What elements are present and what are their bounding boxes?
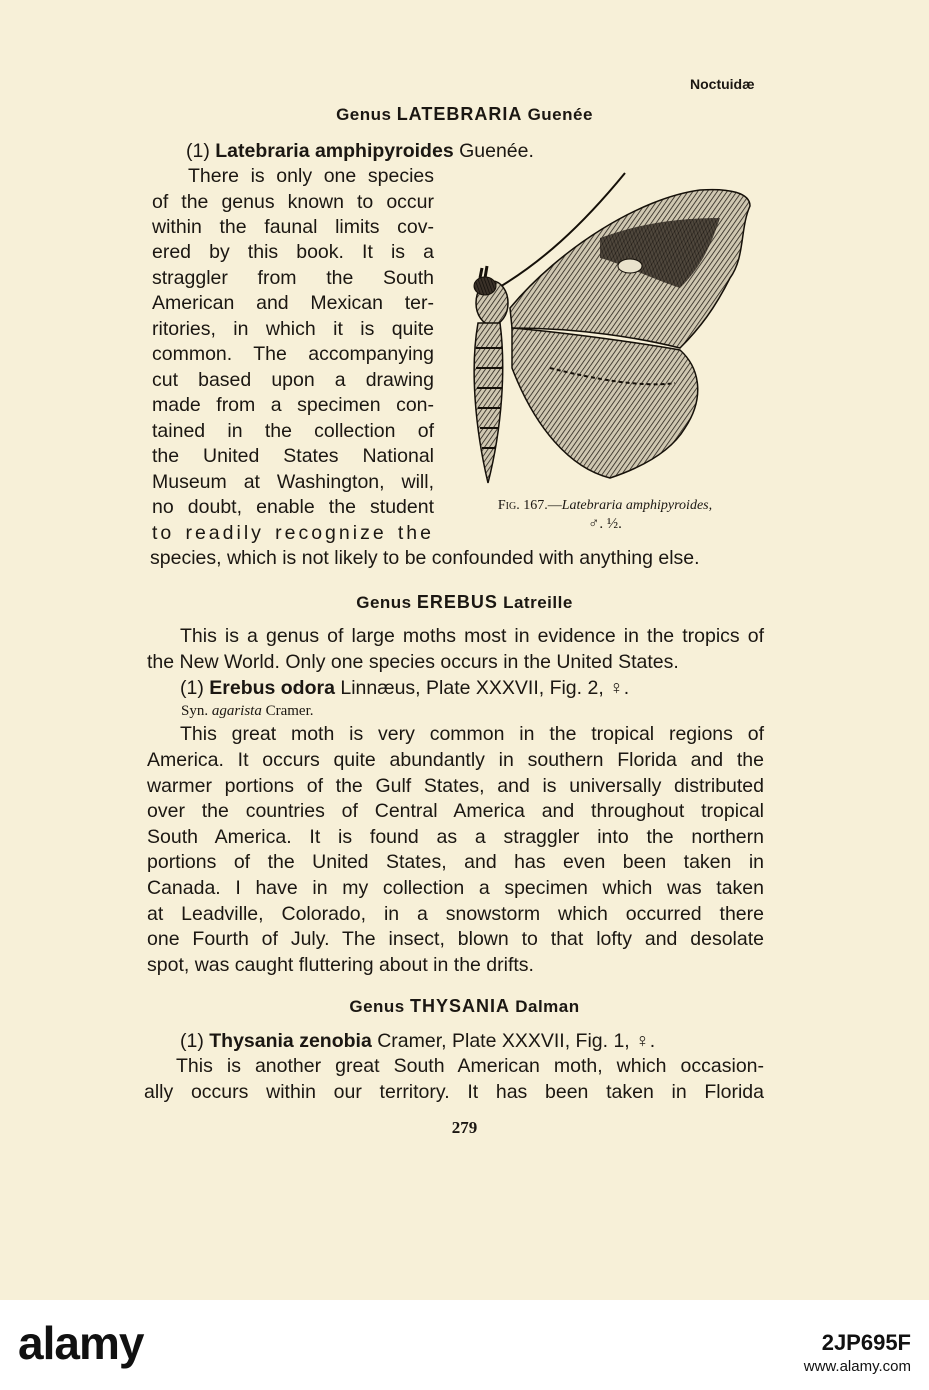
paragraph-line: the United States National xyxy=(152,445,434,467)
genus-author: Latreille xyxy=(497,593,573,612)
synonym-line xyxy=(181,703,314,720)
genus-thysania-heading xyxy=(0,996,929,1017)
paragraph-line: American and Mexican ter- xyxy=(152,292,434,314)
paragraph-line: tained in the collection of xyxy=(152,420,434,442)
synonym-name: agarista xyxy=(211,703,262,719)
paragraph-line: ered by this book. It is a xyxy=(152,241,434,263)
paragraph-line: This great moth is very common in the tropical regions of xyxy=(180,723,764,745)
genus-name: THYSANIA xyxy=(409,996,510,1016)
paragraph-line: Museum at Washington, will, xyxy=(152,471,434,493)
species-name: Thysania zenobia xyxy=(209,1030,372,1052)
paragraph-line: to readily recognize the xyxy=(152,522,434,544)
paragraph-line: ally occurs within our territory. It has been taken in Florida xyxy=(144,1081,764,1103)
moth-illustration xyxy=(450,168,760,498)
paragraph-line: made from a specimen con- xyxy=(152,394,434,416)
thysania-species-line xyxy=(180,1029,655,1053)
image-id: 2JP695F xyxy=(821,1330,911,1355)
genus-prefix: Genus xyxy=(349,997,410,1016)
paragraph-line: one Fourth of July. The insect, blown to that lofty and desolate xyxy=(147,928,764,950)
species-author: Guenée. xyxy=(453,140,534,162)
species-name: Erebus odora xyxy=(209,677,335,699)
footer-url: www.alamy.com xyxy=(803,1358,911,1375)
paragraph-line: over the countries of Central America and throughout tropical xyxy=(147,800,764,822)
genus-prefix: Genus xyxy=(336,105,397,124)
figure-symbols: ♂. ½. xyxy=(588,516,622,532)
paragraph-line: spot, was caught fluttering about in the drifts. xyxy=(147,954,534,976)
paragraph-line: straggler from the South xyxy=(152,267,434,289)
paragraph-line: within the faunal limits cov- xyxy=(152,216,434,238)
paragraph-line: This is a genus of large moths most in evidence in the tropics of xyxy=(180,625,764,647)
paragraph-line: at Leadville, Colorado, in a snowstorm which occurred there xyxy=(147,903,764,925)
paragraph-line: cut based upon a drawing xyxy=(152,369,434,391)
genus-latebraria-heading xyxy=(0,104,929,125)
paragraph-line: species, which is not likely to be confounded with anything else. xyxy=(150,547,700,569)
paragraph-line: common. The accompanying xyxy=(152,343,434,365)
paragraph-line: no doubt, enable the student xyxy=(152,496,434,518)
species-author: Cramer, Plate XXXVII, Fig. 1, ♀. xyxy=(371,1030,656,1052)
genus-author: Dalman xyxy=(510,997,580,1016)
paragraph-line: There is only one species xyxy=(188,165,434,187)
paragraph-line: ritories, in which it is quite xyxy=(152,318,434,340)
genus-author: Guenée xyxy=(522,105,593,124)
genus-name: EREBUS xyxy=(416,592,498,612)
brand-logo: alamy xyxy=(18,1317,144,1369)
species-number: (1) xyxy=(180,677,210,699)
paragraph-line: America. It occurs quite abundantly in southern Florida and the xyxy=(147,749,764,771)
species-number: (1) xyxy=(180,1030,210,1052)
genus-erebus-heading xyxy=(0,592,929,613)
species-author: Linnæus, Plate XXXVII, Fig. 2, ♀. xyxy=(334,677,630,699)
figure-dash: — xyxy=(547,498,562,513)
paragraph-line: Canada. I have in my collection a specimen which was taken xyxy=(147,877,764,899)
species-number: (1) xyxy=(186,140,216,162)
paragraph-line: portions of the United States, and has even been taken in xyxy=(147,851,764,873)
page-number: 279 xyxy=(451,1118,478,1137)
synonym-author: Cramer. xyxy=(261,703,314,719)
species-name: Latebraria amphipyroides xyxy=(215,140,454,162)
figure-label: Fig. 167. xyxy=(497,498,548,513)
paragraph-line: This is another great South American moth, which occasion- xyxy=(176,1055,764,1077)
genus-prefix: Genus xyxy=(356,593,417,612)
latebraria-species-line xyxy=(186,139,534,163)
paragraph-line: of the genus known to occur xyxy=(152,191,434,213)
paragraph-line: warmer portions of the Gulf States, and is universally distributed xyxy=(147,775,764,797)
paragraph-line: South America. It is found as a straggler into the northern xyxy=(147,826,764,848)
figure-caption xyxy=(440,498,770,533)
paragraph-line: the New World. Only one species occurs in the United States. xyxy=(147,651,679,673)
genus-name: LATEBRARIA xyxy=(396,104,523,124)
erebus-species-line xyxy=(180,676,629,700)
running-head: Noctuidæ xyxy=(690,76,755,92)
figure-species: Latebraria amphipyroides, xyxy=(561,498,713,513)
synonym-prefix: Syn. xyxy=(181,703,212,719)
